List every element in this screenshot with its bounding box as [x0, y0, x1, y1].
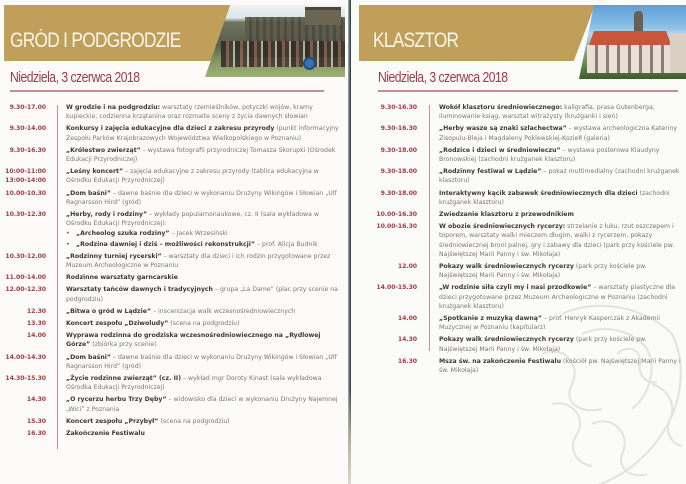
- event-title: Rodzinne warsztaty garncarskie: [66, 274, 178, 282]
- event-time: 9.30-16.30: [380, 125, 417, 133]
- schedule-entry: [0, 189, 345, 207]
- event-details: (scena na podgrodziu): [158, 417, 230, 425]
- event-title: Konkursy i zajęcia edukacyjne dla dzieci z zakresu przyrody: [66, 125, 275, 133]
- event-title: Pokazy walk średniowiecznych rycerzy: [439, 336, 574, 344]
- event-description: [417, 222, 682, 259]
- event-title: „Życie rodzinne zwierząt” (cz. II): [66, 375, 182, 383]
- event-time: 10.30-12.00: [5, 252, 46, 260]
- event-title: „Rodzinny turniej rycerski”: [66, 252, 162, 260]
- event-title: „Bitwa o gród w Lądzie”: [66, 307, 152, 315]
- bullet-icon: •: [66, 230, 70, 238]
- event-title: „Dom baśni”: [66, 353, 111, 361]
- event-details: – pokaz multimedialny (zachodni krużganek klasztoru): [439, 168, 680, 185]
- event-description: [46, 307, 345, 316]
- event-details: (punkt informacyjny Zespołu Parków Krajobrazowych Województwa Wielkopolskiego w Poznaniu): [66, 125, 339, 142]
- schedule-entry: [351, 103, 686, 121]
- event-details: – widowisko dla dzieci w wykonaniu Drużyny Najemnej „Wici” z Poznania: [66, 396, 338, 413]
- schedule-entry: [0, 146, 345, 164]
- event-details: (zbiórka przy scenie): [90, 341, 157, 349]
- event-details: strzelanie z łuku, rzut oszczepem i toporem, warsztaty walki mieczem długim, walki z rycerzem, pokazy średniowiecznej broni palnej, gry i zabawy dla dzieci (park przy kościele pw. Najświętszej Marii Panny i św. Mikołaja): [439, 223, 675, 258]
- schedule-entry: [0, 417, 345, 426]
- event-time: 9.30-16.30: [9, 146, 46, 154]
- event-description: [46, 285, 345, 303]
- schedule-entry: [0, 395, 345, 413]
- event-details: – wykład mgr Doroty Kinast (sala wykładowa Ośrodka Edukacji Przyrodniczej): [66, 375, 322, 392]
- event-title: Zwiedzanie klasztoru z przewodnikiem: [439, 211, 574, 219]
- event-time: 10.30-12.30: [5, 211, 46, 219]
- event-description: [417, 146, 682, 164]
- event-time: 10.00-10.30: [5, 189, 46, 197]
- divider: [10, 90, 324, 92]
- event-time: 12.30: [26, 307, 46, 315]
- facade-shape: [587, 45, 673, 73]
- lecture-item: [66, 239, 345, 249]
- event-time: 9.30-16.30: [380, 104, 417, 111]
- event-description: [417, 262, 682, 280]
- event-time: 12.00: [397, 263, 417, 271]
- lecture-title: „Rodzina dawniej i dziś – możliwości rekonstrukcji”: [76, 240, 255, 248]
- event-time: 14.00: [26, 332, 46, 340]
- event-details: – dawne baśnie dla dzieci w wykonaniu Drużyny Wikingów i Słowian „Ulf Ragnarsson Hird” (gród): [66, 353, 337, 370]
- schedule-entry: [0, 273, 345, 282]
- event-title: Wyprawa rodzinna do grodziska wczesnośredniowiecznego na „Rydlowej Górze”: [66, 332, 321, 349]
- event-details: (park przy kościele pw. Najświętszej Marii Panny i św. Mikołaja): [439, 336, 647, 353]
- event-title: „W rodzinie siła czyli my i nasi przodkowie”: [439, 284, 592, 292]
- section-title: GRÓD I PODGRODZIE: [10, 29, 181, 52]
- event-description: [46, 124, 345, 142]
- monastery-building-photo: [579, 5, 686, 79]
- event-date: Niedziela, 3 czerwca 2018: [10, 70, 140, 86]
- schedule-entry: [0, 331, 345, 349]
- event-title: „Rodzice i dzieci w średniowieczu”: [439, 146, 561, 154]
- schedule-entry: [0, 103, 345, 121]
- event-description: [417, 124, 682, 142]
- lecture-speaker: – prof. Alicja Budnik: [254, 240, 318, 248]
- event-title: Wokół klasztoru średniowiecznego:: [439, 104, 563, 111]
- event-details: – wykłady popularnonaukowe, cz. II (sala wykładowa w Ośrodku Edukacji Przyrodniczej):: [66, 211, 319, 228]
- schedule-entry: [0, 285, 345, 303]
- schedule-entry: [0, 307, 345, 316]
- bullet-icon: •: [66, 240, 70, 248]
- schedule-entry: [351, 262, 686, 280]
- event-details: – inscenizacja walk wczesnośredniowiecznych: [151, 307, 296, 315]
- event-title: W obozie średniowiecznych rycerzy:: [439, 223, 566, 231]
- schedule-entry: [351, 210, 686, 219]
- event-time: 9.30-18.00: [380, 168, 417, 176]
- event-details: – warsztaty plastyczne dla dzieci przygotowane przez Muzeum Archeologiczne w Poznaniu (zachodni krużganek klasztoru): [439, 284, 676, 310]
- schedule-entry: [351, 167, 686, 185]
- event-time: 10.00-16.30: [376, 223, 417, 231]
- event-title: W grodzie i na podgrodziu:: [66, 104, 161, 111]
- event-title: Msza św. na zakończenie Festiwalu: [439, 357, 562, 365]
- schedule-entry: [0, 167, 345, 185]
- church-tower-shape: [634, 11, 643, 33]
- event-time: 16.30: [397, 357, 417, 365]
- lecture-item: [66, 228, 345, 238]
- schedule-entry: [351, 146, 686, 164]
- event-description: [417, 103, 682, 121]
- event-title: „Leśny koncert”: [66, 168, 124, 176]
- event-date: Niedziela, 3 czerwca 2018: [378, 70, 508, 86]
- roof-shape: [589, 31, 671, 45]
- event-title: Interaktywny kącik zabawek średniowiecznych dla dzieci: [439, 189, 638, 197]
- event-details: – zajęcia edukacyjne z zakresu przyrody (tablica edukacyjna w Ośrodku Edukacji Przyrodniczej): [66, 168, 319, 185]
- event-details: – wystawa archeologiczna Kateriny Zisopulu-Bleja i Magdaleny Poklewskiej-Koziełł (galeria): [439, 125, 678, 142]
- schedule-entry: [0, 210, 345, 249]
- event-time: 14.30: [397, 336, 417, 344]
- event-details: – dawne baśnie dla dzieci w wykonaniu Drużyny Wikingów i Słowian „Ulf Ragnarsson Hird” (gród): [66, 189, 337, 206]
- event-title: Warsztaty tańców dawnych i tradycyjnych: [66, 286, 213, 294]
- lecture-speaker: – Jacek Wrzesiński: [169, 230, 228, 238]
- event-title: Pokazy walk średniowiecznych rycerzy: [439, 263, 574, 271]
- watchtower-shape: [305, 7, 341, 25]
- event-title: „O rycerzu herbu Trzy Dęby”: [66, 396, 167, 404]
- event-description: [417, 189, 682, 207]
- schedule-entry: [351, 222, 686, 259]
- schedule-entry: [0, 124, 345, 142]
- event-title: Koncert zespołu „Przybył”: [66, 417, 159, 425]
- event-time: 16.30: [26, 430, 46, 438]
- event-details: kaligrafia, prasa Gutenberga, iluminowanie ksiąg, warsztat witrażysty (krużganki i sień): [439, 104, 655, 121]
- event-time: [0, 167, 46, 185]
- event-time: 9.30-14.00: [9, 125, 46, 133]
- event-time: 9.30-18.00: [380, 189, 417, 197]
- section-title: KLASZTOR: [373, 29, 459, 52]
- event-time: 14.30: [26, 396, 46, 404]
- event-description: [46, 429, 345, 438]
- event-time: 10.00-16.30: [376, 211, 417, 219]
- schedule-entry: [351, 189, 686, 207]
- event-description: [46, 252, 345, 270]
- shield-icon: [303, 57, 316, 70]
- event-time: 12.00-12.30: [5, 286, 46, 294]
- event-description: [46, 331, 345, 349]
- event-description: [46, 103, 345, 121]
- event-time: 14.00-15.30: [376, 284, 417, 292]
- event-time: 13.30: [26, 320, 46, 328]
- event-title: „Dom baśni”: [66, 189, 111, 197]
- event-time: 14.30-15.30: [5, 375, 46, 383]
- event-time: 11.00-14.00: [5, 274, 46, 282]
- event-description: [46, 374, 345, 392]
- schedule-list: [0, 103, 345, 441]
- event-details: – grupa „La Dame” (plac przy scenie na podgrodziu): [66, 286, 338, 303]
- event-title: „Herby, rody i rodziny”: [66, 211, 148, 219]
- event-details: (kościół pw. Najświętszej Marii Panny i św. Mikołaja): [439, 357, 681, 375]
- event-title: Koncert zespołu „Dziwoludy”: [66, 320, 169, 328]
- schedule-entry: [351, 124, 686, 142]
- event-time: 9.30-17.00: [9, 104, 46, 111]
- event-description: [46, 353, 345, 371]
- event-description: [46, 210, 345, 249]
- schedule-entry: [0, 252, 345, 270]
- schedule-entry: [0, 353, 345, 371]
- event-description: [46, 146, 345, 164]
- event-title: „Rodzinny festiwal w Lądzie”: [439, 168, 542, 176]
- event-description: [417, 210, 682, 219]
- event-description: [46, 319, 345, 328]
- event-title: „Królestwo zwierząt”: [66, 146, 141, 154]
- lecture-title: „Archeolog szuka rodziny”: [76, 230, 170, 238]
- event-title: Zakończenie Festiwalu: [66, 430, 145, 438]
- event-details: – wystawa fotografii przyrodniczej Tomasza Skorupki (Ośrodek Edukacji Przyrodniczej): [66, 146, 336, 164]
- event-description: [46, 167, 345, 185]
- divider: [378, 90, 678, 92]
- event-description: [46, 417, 345, 426]
- crowd-shape: [221, 41, 345, 67]
- schedule-entry: [0, 319, 345, 328]
- lion-illustration-icon: [522, 294, 686, 484]
- event-time-slot: 13:00-14:00: [5, 177, 46, 185]
- event-details: – warsztaty dla dzieci i ich rodzin przygotowane przez Muzeum Archeologiczne w Poznaniu: [66, 252, 331, 270]
- event-description: [46, 395, 345, 413]
- schedule-entry: [0, 429, 345, 438]
- schedule-entry: [0, 374, 345, 392]
- event-description: [46, 273, 345, 282]
- event-details: (park przy kościele pw. Najświętszej Marii Panny i św. Mikołaja): [439, 263, 647, 280]
- event-time: 14.00-14.30: [5, 353, 46, 361]
- event-title: „Herby wasze są znaki szlachectwa”: [439, 125, 567, 133]
- side-building-shape: [670, 33, 686, 73]
- event-details: (zachodni krużganek klasztoru): [439, 189, 670, 206]
- event-title: „Spotkanie z muzyką dawną”: [439, 315, 542, 323]
- event-details: warsztaty rzemieślników, potyczki wojów, kramy kupieckie, codzienna krzątanina oraz rozmaite sceny z życia dawnych słowian: [66, 104, 313, 121]
- event-time: 14.00: [397, 315, 417, 323]
- event-description: [46, 189, 345, 207]
- event-details: – wystawa posterowa Klaudyny Bronowskiej (zachodni krużganek klasztoru): [439, 146, 660, 164]
- event-details: (scena na podgrodziu): [168, 320, 240, 328]
- page-klasztor: [351, 0, 686, 484]
- event-time: 15.30: [26, 417, 46, 425]
- event-description: [417, 167, 682, 185]
- event-time-slot: 10:00-11:00: [5, 168, 46, 176]
- event-details: – prof. Henryk Kasperczak z Akademii Muzycznej w Poznaniu (kapitularz): [439, 315, 660, 332]
- event-time: 9.30-18.00: [380, 146, 417, 154]
